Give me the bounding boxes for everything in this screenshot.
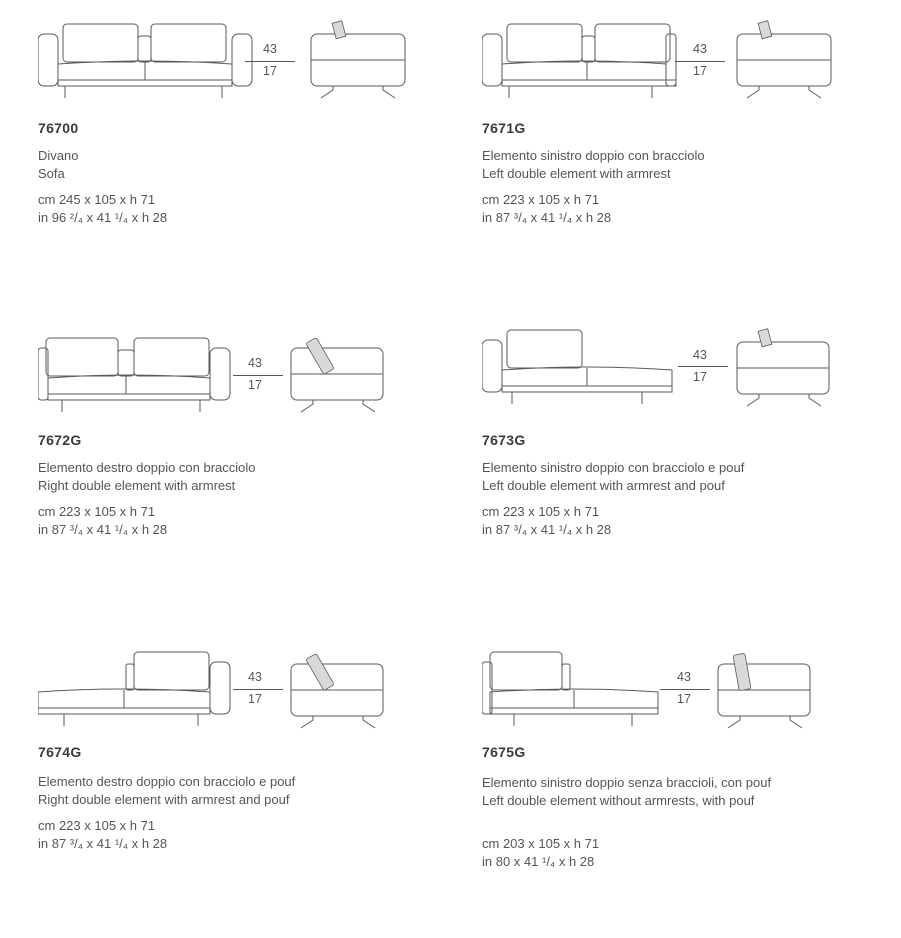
dimensions-in: in 87 ³/₄ x 41 ¹/₄ x h 28	[38, 836, 168, 851]
description-it: Divano	[38, 148, 79, 163]
description-en: Right double element with armrest	[38, 478, 236, 493]
description-it: Elemento sinistro doppio con bracciolo e pouf	[482, 460, 745, 475]
dimension-divider	[678, 366, 728, 367]
dimensions-in: in 87 ³/₄ x 41 ¹/₄ x h 28	[38, 522, 168, 537]
dimensions-cm: cm 223 x 105 x h 71	[482, 192, 600, 207]
seat-depth-label: 17	[693, 370, 707, 384]
dimension-divider	[233, 375, 283, 376]
dimensions-in: in 87 ³/₄ x 41 ¹/₄ x h 28	[482, 522, 612, 537]
front-view-drawing	[38, 20, 478, 105]
description-en: Left double element with armrest and pouf	[482, 478, 725, 493]
product-7674G	[38, 648, 478, 938]
seat-height-label: 43	[263, 42, 277, 56]
front-view-drawing	[482, 20, 901, 105]
description-it: Elemento destro doppio con bracciolo	[38, 460, 256, 475]
product-code: 76700	[38, 120, 79, 136]
product-code: 7675G	[482, 744, 526, 760]
dimensions-cm: cm 245 x 105 x h 71	[38, 192, 156, 207]
dimensions-in: in 80 x 41 ¹/₄ x h 28	[482, 854, 595, 869]
seat-height-label: 43	[693, 348, 707, 362]
product-code: 7672G	[38, 432, 82, 448]
front-view-drawing	[38, 648, 478, 733]
dimensions-cm: cm 223 x 105 x h 71	[38, 818, 156, 833]
dimension-divider	[245, 61, 295, 62]
dimension-divider	[660, 689, 710, 690]
product-7671G	[482, 20, 901, 310]
front-view-drawing	[482, 648, 901, 733]
product-7673G	[482, 326, 901, 616]
product-76700	[38, 20, 478, 310]
description-en: Sofa	[38, 166, 65, 181]
seat-depth-label: 17	[677, 692, 691, 706]
seat-height-label: 43	[677, 670, 691, 684]
seat-depth-label: 17	[248, 378, 262, 392]
seat-depth-label: 17	[693, 64, 707, 78]
seat-depth-label: 17	[263, 64, 277, 78]
dimensions-in: in 87 ³/₄ x 41 ¹/₄ x h 28	[482, 210, 612, 225]
front-view-drawing	[482, 326, 901, 411]
description-en: Right double element with armrest and pouf	[38, 792, 290, 807]
dimensions-cm: cm 203 x 105 x h 71	[482, 836, 600, 851]
dimension-divider	[675, 61, 725, 62]
product-7672G	[38, 334, 478, 624]
dimensions-in: in 96 ²/₄ x 41 ¹/₄ x h 28	[38, 210, 168, 225]
dimensions-cm: cm 223 x 105 x h 71	[38, 504, 156, 519]
description-it: Elemento sinistro doppio senza braccioli, con pouf	[482, 775, 772, 790]
description-it: Elemento destro doppio con bracciolo e pouf	[38, 774, 296, 789]
product-code: 7671G	[482, 120, 526, 136]
seat-height-label: 43	[693, 42, 707, 56]
seat-depth-label: 17	[248, 692, 262, 706]
dimension-divider	[233, 689, 283, 690]
dimensions-cm: cm 223 x 105 x h 71	[482, 504, 600, 519]
description-en: Left double element with armrest	[482, 166, 671, 181]
product-code: 7674G	[38, 744, 82, 760]
seat-height-label: 43	[248, 670, 262, 684]
front-view-drawing	[38, 334, 478, 419]
product-7675G	[482, 648, 901, 938]
description-en: Left double element without armrests, with pouf	[482, 793, 755, 808]
product-code: 7673G	[482, 432, 526, 448]
seat-height-label: 43	[248, 356, 262, 370]
description-it: Elemento sinistro doppio con bracciolo	[482, 148, 705, 163]
